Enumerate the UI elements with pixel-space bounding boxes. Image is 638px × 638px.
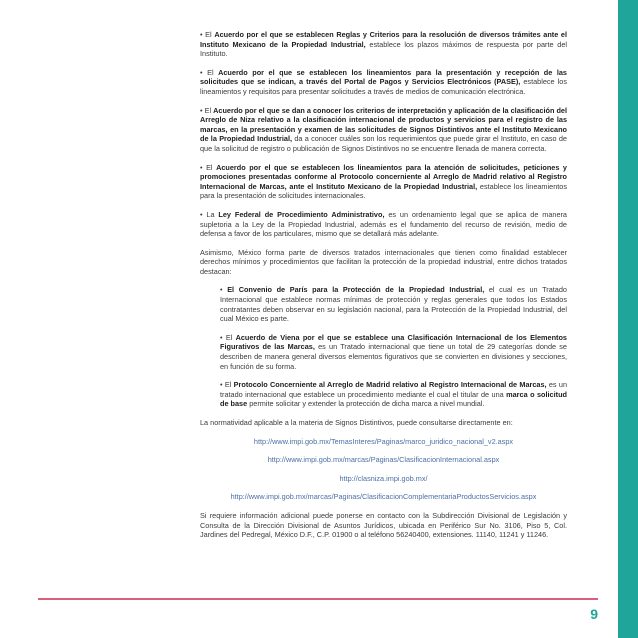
link-marco-juridico[interactable]: http://www.impi.gob.mx/TemasInteres/Paginas/marco_juridico_nacional_v2.aspx [253, 436, 514, 446]
page-number: 9 [590, 606, 598, 622]
link-clasificacion-internacional[interactable]: http://www.impi.gob.mx/marcas/Paginas/ClasificacionInternacional.aspx [267, 455, 500, 465]
paragraph-acuerdo-pase: • El Acuerdo por el que se establecen los lineamientos para la presentación y recepción de las solicitudes que se indican, a través del Portal de Pagos y Servicios Electrónicos (PASE), establece los lineamientos y requisitos para presentar solicitudes a través de medios de comunicación electrónica. [200, 67, 567, 96]
link-clasificacion-complementaria[interactable]: http://www.impi.gob.mx/marcas/Paginas/ClasificacionComplementariaProductosServicios.aspx [230, 492, 537, 502]
paragraph-acuerdo-madrid: • El Acuerdo por el que se establecen los lineamientos para la atención de solicitudes, peticiones y promociones presentadas conforme al Protocolo concerniente al Arreglo de Madrid relativo al Registro Internacional de Marcas, ante el Instituto Mexicano de la Propiedad Industrial, establece los lineamientos para la presentación de solicitudes internacionales. [200, 162, 567, 201]
paragraph-ley-federal: • La Ley Federal de Procedimiento Administrativo, es un ordenamiento legal que se aplica de manera supletoria a la Ley de la Propiedad Industrial, además es el fundamento del recurso de revisión, medio de defensa a favor de los particulares, mismo que se detallará más adelante. [200, 209, 567, 239]
link-clasniza[interactable]: http://clasniza.impi.gob.mx/ [339, 473, 428, 483]
side-accent-bar [618, 0, 638, 638]
paragraph-contacto: Si requiere información adicional puede ponerse en contacto con la Subdirección Divisional de Legislación y Consulta de la Dirección Divisional de Asuntos Jurídicos, ubicada en Periférico Sur No. 3106, Piso 5, Col. Jardines del Pedregal, México D.F., C.P. 01900 o al teléfono 56240400, extensiones. 11140, 11241 y 11246. [200, 510, 567, 540]
paragraph-normatividad: La normatividad aplicable a la materia de Signos Distintivos, puede consultarse directamente en: [200, 418, 513, 427]
paragraph-tratados-intro: Asimismo, México forma parte de diversos tratados internacionales que tienen como finalidad establecer derechos mínimos y procedimientos que facilitan la protección de la propiedad industrial, entre dichos tratados destacan: [200, 247, 567, 276]
footer-rule [38, 598, 598, 600]
paragraph-acuerdo-reglas: • El Acuerdo por el que se establecen Reglas y Criterios para la resolución de diversos trámites ante el Instituto Mexicano de la Propiedad Industrial, establece los plazos máximos de respuesta por parte del Instituto. [200, 30, 568, 59]
paragraph-acuerdo-niza: • El Acuerdo por el que se dan a conocer los criterios de interpretación y aplicación de la clasificación del Arreglo de Niza relativo a la clasificación internacional de productos y servicios para el registro de las marcas, en la presentación y examen de las solicitudes de Signos Distintivos ante el Instituto Mexicano de la Propiedad Industrial, da a conocer cuáles son los requerimientos que puede girar el Instituto, en caso de que la solicitud de registro o publicación de Signos Distintivos no se encuentre llenada de manera correcta. [200, 105, 567, 153]
paragraph-convenio-paris: • El Convenio de París para la Protección de la Propiedad Industrial, el cual es un Tratado Internacional que establece normas mínimas de protección y reglas generales que todos los Estados contratantes deben observar en su legislación nacional, para la Protección de la Propiedad Industrial, del cual México es parte. [220, 285, 567, 324]
paragraph-acuerdo-viena: • El Acuerdo de Viena por el que se establece una Clasificación Internacional de los Elementos Figurativos de las Marcas, es un Tratado internacional que tiene un total de 29 categorías donde se describen de manera general diversos elementos figurativos que se convierten en divisiones y secciones, en función de su forma. [220, 332, 567, 371]
paragraph-protocolo-madrid: • El Protocolo Concerniente al Arreglo de Madrid relativo al Registro Internacional de Marcas, es un tratado internacional que establece un procedimiento mediante el cual el titular de una marca o solicitud de base permite solicitar y extender la protección de dicha marca a nivel mundial. [220, 380, 567, 409]
page-content [200, 30, 567, 549]
